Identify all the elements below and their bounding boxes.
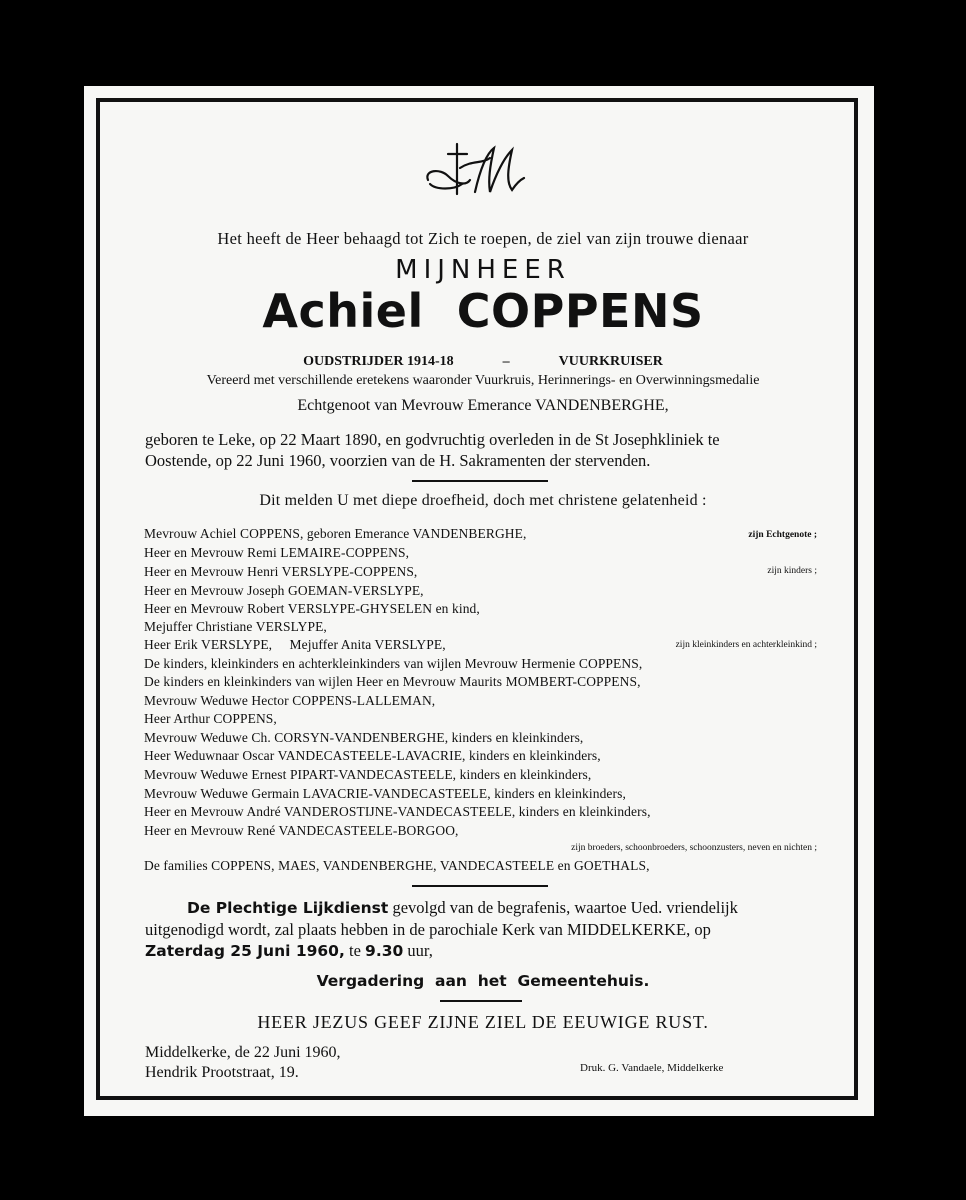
family-line: De kinders, kleinkinders en achterkleinkinders van wijlen Mevrouw Hermenie COPPENS, bbox=[144, 656, 643, 671]
printer-credit: Druk. G. Vandaele, Middelkerke bbox=[580, 1062, 724, 1074]
service-line-2: uitgenodigd wordt, zal plaats hebben in de parochiale Kerk van MIDDELKERKE, op bbox=[145, 920, 711, 939]
deceased-name: Achiel COPPENS bbox=[262, 284, 704, 338]
decorations-text: Vereerd met verschillende eretekens waaronder Vuurkruis, Herinnerings- en Overwinningsmedalie bbox=[206, 373, 760, 388]
family-line: Heer en Mevrouw René VANDECASTEELE-BORGOO, bbox=[144, 823, 459, 838]
announcement-text: Dit melden U met diepe droefheid, doch met christene gelatenheid : bbox=[259, 492, 707, 509]
family-line: Heer Arthur COPPENS, bbox=[144, 711, 277, 726]
family-line: Mejuffer Christiane VERSLYPE, bbox=[144, 619, 327, 634]
family-line: Mevrouw Weduwe Ch. CORSYN-VANDENBERGHE, kinders en kleinkinders, bbox=[144, 730, 584, 745]
note-spouse: zijn Echtgenote ; bbox=[748, 530, 817, 540]
service-heading: De Plechtige Lijkdienst bbox=[187, 899, 389, 917]
family-line: Mevrouw Achiel COPPENS, geboren Emerance VANDENBERGHE, bbox=[144, 526, 527, 541]
service-te: te bbox=[344, 941, 366, 960]
family-line: Heer Erik VERSLYPE, Mejuffer Anita VERSLYPE, bbox=[144, 637, 446, 652]
family-line: Heer en Mevrouw Remi LEMAIRE-COPPENS, bbox=[144, 545, 410, 560]
titles-row bbox=[0, 354, 966, 370]
bio-line-1: geboren te Leke, op 22 Maart 1890, en godvruchtig overleden in de St Josephkliniek te bbox=[145, 430, 720, 449]
family-line: Heer Weduwnaar Oscar VANDECASTEELE-LAVACRIE, kinders en kleinkinders, bbox=[144, 748, 601, 763]
gathering-text: Vergadering aan het Gemeentehuis. bbox=[316, 972, 650, 990]
service-uur: uur, bbox=[403, 941, 433, 960]
family-line: Mevrouw Weduwe Germain LAVACRIE-VANDECASTEELE, kinders en kleinkinders, bbox=[144, 786, 626, 801]
family-line: Heer en Mevrouw Robert VERSLYPE-GHYSELEN en kind, bbox=[144, 601, 480, 616]
divider-3 bbox=[440, 1000, 522, 1002]
service-date: Zaterdag 25 Juni 1960, bbox=[145, 942, 345, 960]
place-date: Middelkerke, de 22 Juni 1960, bbox=[145, 1044, 341, 1061]
veteran-title: OUDSTRIJDER 1914-18 bbox=[303, 354, 454, 369]
prayer-text: HEER JEZUS GEEF ZIJNE ZIEL DE EEUWIGE RUST. bbox=[257, 1012, 709, 1032]
note-children: zijn kinders ; bbox=[767, 566, 817, 576]
cross-monogram-icon bbox=[420, 140, 530, 202]
family-line: De kinders en kleinkinders van wijlen Heer en Mevrouw Maurits MOMBERT-COPPENS, bbox=[144, 674, 641, 689]
bio-line-2: Oostende, op 22 Juni 1960, voorzien van de H. Sakramenten der stervenden. bbox=[145, 451, 651, 470]
service-line-1-text: gevolgd van de begrafenis, waartoe Ued. vriendelijk bbox=[388, 898, 738, 917]
divider-1 bbox=[412, 480, 548, 482]
honorific: MIJNHEER bbox=[395, 255, 571, 285]
dash-separator: – bbox=[502, 354, 510, 369]
cross-title: VUURKRUISER bbox=[558, 354, 663, 369]
divider-2 bbox=[412, 885, 548, 887]
note-grandchildren: zijn kleinkinders en achterkleinkind ; bbox=[675, 640, 817, 650]
family-line: Heer en Mevrouw Joseph GOEMAN-VERSLYPE, bbox=[144, 583, 424, 598]
gathering-line bbox=[0, 972, 966, 991]
intro-text: Het heeft de Heer behaagd tot Zich te roepen, de ziel van zijn trouwe dienaar bbox=[217, 229, 749, 248]
families-line: De families COPPENS, MAES, VANDENBERGHE, VANDECASTEELE en GOETHALS, bbox=[144, 858, 650, 873]
spouse-text: Echtgenoot van Mevrouw Emerance VANDENBERGHE, bbox=[297, 397, 669, 414]
service-time: 9.30 bbox=[365, 942, 404, 960]
family-line: Heer en Mevrouw André VANDEROSTIJNE-VANDECASTEELE, kinders en kleinkinders, bbox=[144, 804, 651, 819]
family-line: Mevrouw Weduwe Ernest PIPART-VANDECASTEELE, kinders en kleinkinders, bbox=[144, 767, 592, 782]
service-line-1 bbox=[187, 898, 738, 918]
family-line: Mevrouw Weduwe Hector COPPENS-LALLEMAN, bbox=[144, 693, 436, 708]
note-siblings: zijn broeders, schoonbroeders, schoonzusters, neven en nichten ; bbox=[571, 843, 817, 853]
family-line: Heer en Mevrouw Henri VERSLYPE-COPPENS, bbox=[144, 564, 418, 579]
service-line-3 bbox=[145, 941, 433, 961]
address: Hendrik Prootstraat, 19. bbox=[145, 1064, 299, 1081]
